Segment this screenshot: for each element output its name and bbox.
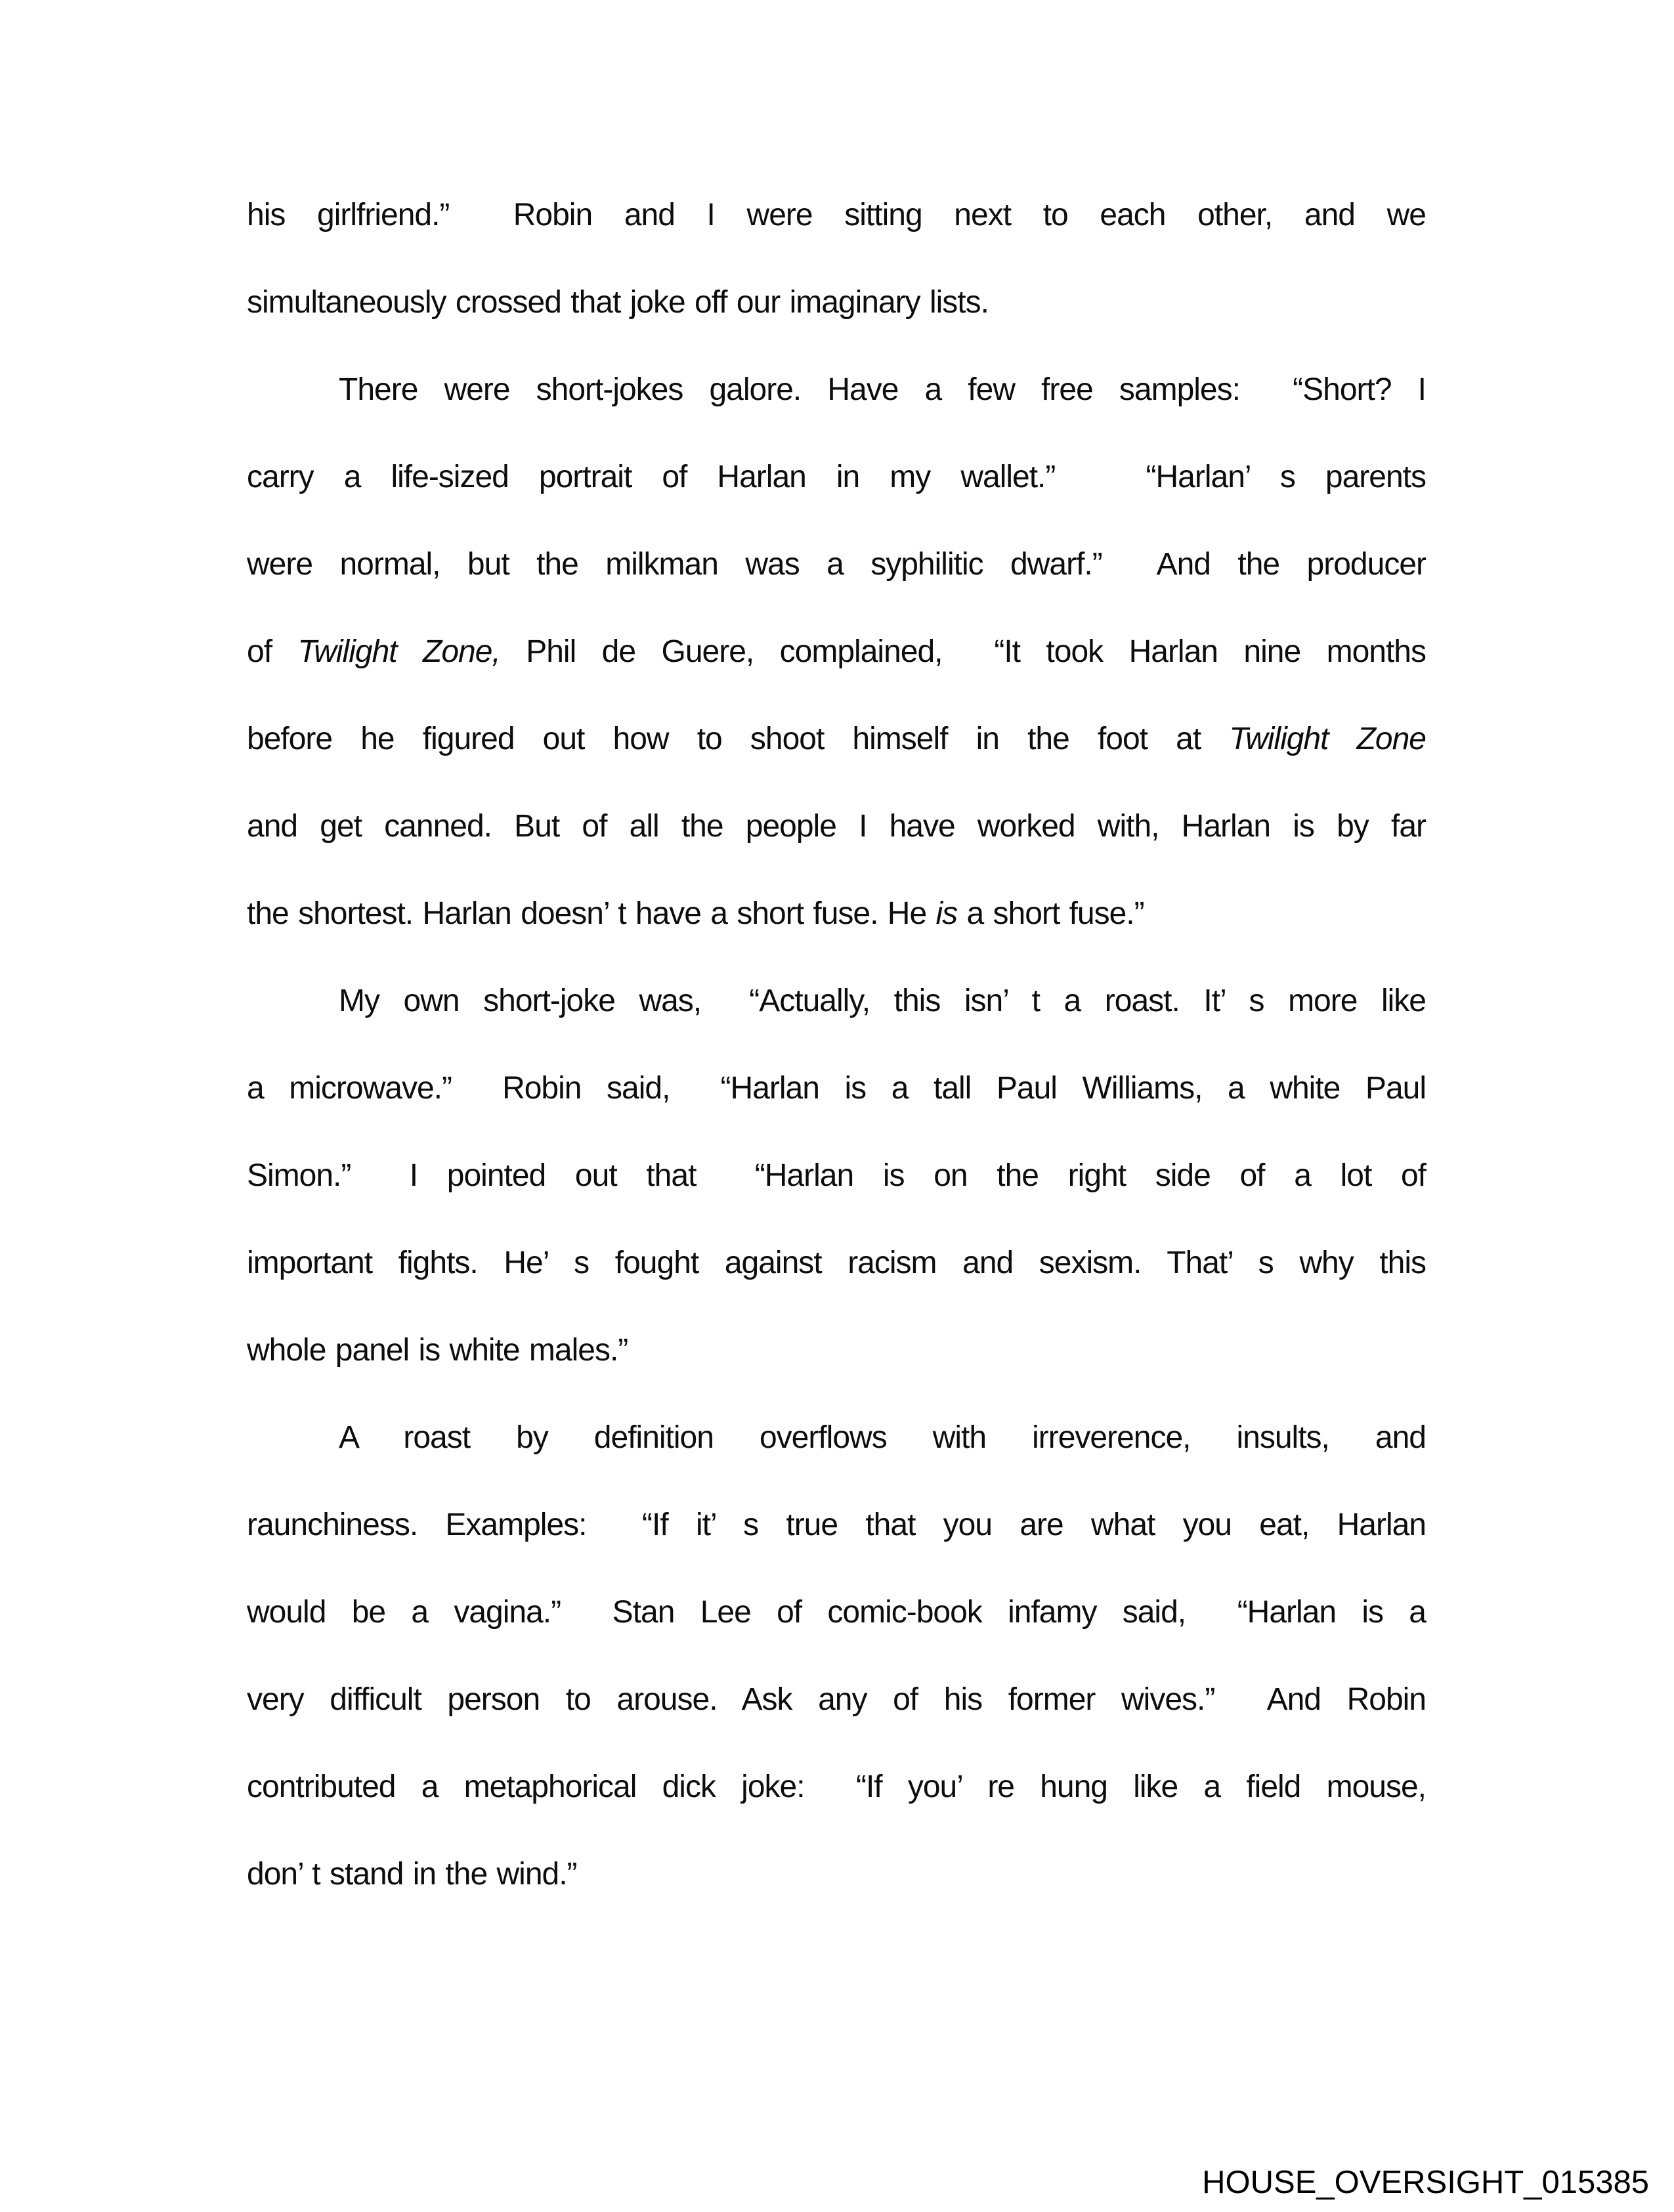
text-line xyxy=(247,259,1426,346)
text-line xyxy=(247,870,1426,957)
text-run: Phil de Guere, complained, “It took Harlan nine months xyxy=(500,634,1426,669)
paragraph xyxy=(247,171,1426,346)
text-run: important fights. He’ s fought against racism and sexism. That’ s why this xyxy=(247,1246,1426,1280)
text-run: simultaneously crossed that joke off our imaginary lists. xyxy=(247,285,989,320)
text-run: the shortest. Harlan doesn’ t have a short fuse. He xyxy=(247,896,936,931)
text-run: whole panel is white males.” xyxy=(247,1333,628,1368)
text-run: his girlfriend.” Robin and I were sitting next to each other, and we xyxy=(247,198,1426,232)
text-run: and get canned. But of all the people I have worked with, Harlan is by far xyxy=(247,809,1426,844)
text-run: A roast by definition overflows with irreverence, insults, and xyxy=(339,1420,1426,1455)
text-line xyxy=(247,695,1426,783)
text-line xyxy=(247,1569,1426,1656)
text-run: don’ t stand in the wind.” xyxy=(247,1857,577,1892)
text-line xyxy=(247,1481,1426,1569)
text-run: before he figured out how to shoot himself in the foot at xyxy=(247,722,1230,756)
paragraph xyxy=(247,1394,1426,1918)
text-run: would be a vagina.” Stan Lee of comic-book infamy said, “Harlan is a xyxy=(247,1595,1426,1630)
text-run: raunchiness. Examples: “If it’ s true that you are what you eat, Harlan xyxy=(247,1507,1426,1542)
text-line xyxy=(247,1743,1426,1831)
text-line xyxy=(247,1831,1426,1918)
text-run: of xyxy=(247,634,298,669)
text-run: contributed a metaphorical dick joke: “If you’ re hung like a field mouse, xyxy=(247,1769,1426,1804)
text-run: carry a life-sized portrait of Harlan in my wallet.” “Harlan’ s parents xyxy=(247,460,1426,494)
text-line xyxy=(247,521,1426,608)
paragraph xyxy=(247,957,1426,1394)
text-line xyxy=(247,783,1426,870)
italic-text-run: Twilight Zone, xyxy=(297,634,500,669)
paragraph xyxy=(247,346,1426,957)
text-run: a short fuse.” xyxy=(957,896,1144,931)
text-run: a microwave.” Robin said, “Harlan is a tall Paul Williams, a white Paul xyxy=(247,1071,1426,1106)
text-line xyxy=(247,1219,1426,1307)
text-run: very difficult person to arouse. Ask any of his former wives.” And Robin xyxy=(247,1682,1426,1717)
text-line xyxy=(247,1132,1426,1219)
bates-number: HOUSE_OVERSIGHT_015385 xyxy=(1202,2165,1649,2200)
text-line xyxy=(247,957,1426,1045)
text-block xyxy=(247,171,1426,1918)
text-line xyxy=(247,608,1426,695)
text-run: were normal, but the milkman was a syphilitic dwarf.” And the producer xyxy=(247,547,1426,582)
text-line xyxy=(247,346,1426,433)
text-run: My own short-joke was, “Actually, this isn’ t a roast. It’ s more like xyxy=(339,984,1426,1018)
text-line xyxy=(247,1656,1426,1743)
text-line xyxy=(247,1394,1426,1481)
text-run: There were short-jokes galore. Have a few free samples: “Short? I xyxy=(339,372,1426,407)
italic-text-run: Twilight Zone xyxy=(1229,722,1426,756)
italic-text-run: is xyxy=(935,896,958,931)
text-line xyxy=(247,1307,1426,1394)
text-line xyxy=(247,433,1426,521)
text-line xyxy=(247,1045,1426,1132)
text-run: Simon.” I pointed out that “Harlan is on the right side of a lot of xyxy=(247,1158,1426,1193)
text-line xyxy=(247,171,1426,259)
